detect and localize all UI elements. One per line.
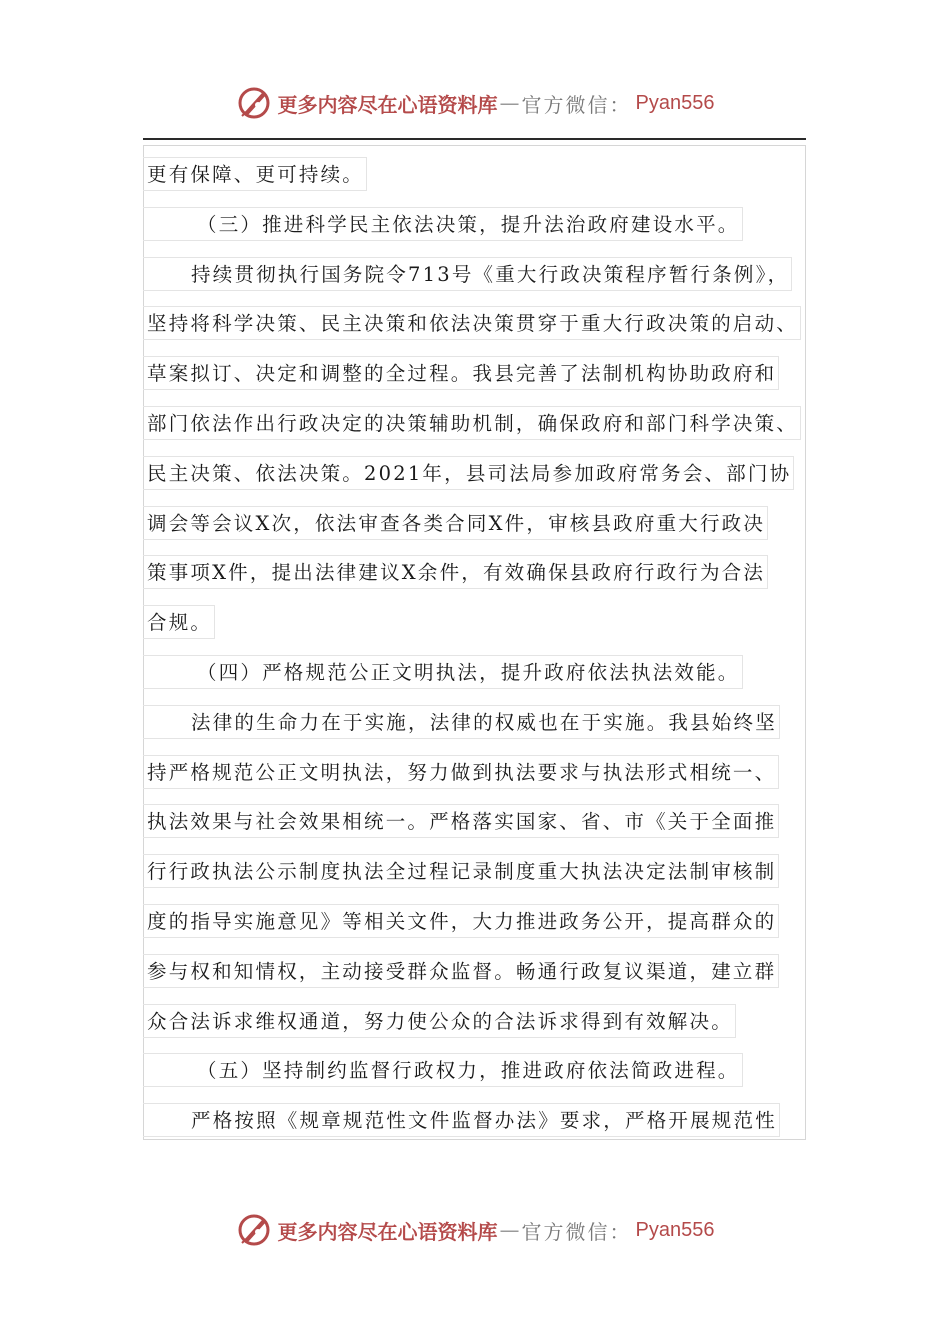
text-line <box>143 698 823 748</box>
heading-text: （四）严格规范公正文明执法，提升政府依法执法效能。 <box>143 655 743 689</box>
text-line <box>143 947 823 997</box>
line-text: 持严格规范公正文明执法，努力做到执法要求与执法形式相统一、 <box>143 755 779 789</box>
line-text: 合规。 <box>143 605 215 639</box>
brand-text: 更多内容尽在心语资料库 <box>277 92 498 117</box>
line-text: 持续贯彻执行国务院令713号《重大行政决策程序暂行条例》， <box>143 257 792 291</box>
text-line <box>143 499 823 549</box>
header-banner <box>0 83 950 123</box>
text-line <box>143 1096 823 1146</box>
line-text: 民主决策、依法决策。2021年，县司法局参加政府常务会、部门协 <box>143 456 794 490</box>
section-heading <box>143 200 823 250</box>
line-text: 执法效果与社会效果相统一。严格落实国家、省、市《关于全面推 <box>143 804 779 838</box>
line-text: 更有保障、更可持续。 <box>143 157 367 191</box>
heading-text: （三）推进科学民主依法决策，提升法治政府建设水平。 <box>143 207 743 241</box>
text-line <box>143 449 823 499</box>
footer-banner <box>0 1210 950 1250</box>
text-line <box>143 299 823 349</box>
banner-dash: — <box>499 1218 520 1242</box>
line-text: 策事项X件，提出法律建议X余件，有效确保县政府行政行为合法 <box>143 555 768 589</box>
header-rule <box>143 138 806 140</box>
section-heading <box>143 648 823 698</box>
line-text: 法律的生命力在于实施，法律的权威也在于实施。我县始终坚 <box>143 705 780 739</box>
line-text: 度的指导实施意见》等相关文件，大力推进政务公开，提高群众的 <box>143 904 779 938</box>
text-line <box>143 748 823 798</box>
heading-text: （五）坚持制约监督行政权力，推进政府依法简政进程。 <box>143 1053 743 1087</box>
line-text: 参与权和知情权，主动接受群众监督。畅通行政复议渠道，建立群 <box>143 954 779 988</box>
line-text: 行行政执法公示制度执法全过程记录制度重大执法决定法制审核制 <box>143 854 779 888</box>
line-text: 众合法诉求维权通道，努力使公众的合法诉求得到有效解决。 <box>143 1004 736 1038</box>
quill-seal-icon <box>236 85 272 121</box>
line-text: 调会等会议X次，依法审查各类合同X件，审核县政府重大行政决 <box>143 506 768 540</box>
wechat-handle: Pyan556 <box>635 91 715 114</box>
brand-text: 更多内容尽在心语资料库 <box>277 1219 498 1244</box>
text-line <box>143 250 823 300</box>
wechat-label: 官方微信： <box>521 1219 632 1244</box>
text-line <box>143 997 823 1047</box>
text-line <box>143 548 823 598</box>
text-line <box>143 150 823 200</box>
text-line <box>143 399 823 449</box>
line-text: 部门依法作出行政决定的决策辅助机制，确保政府和部门科学决策、 <box>143 406 801 440</box>
line-text: 草案拟订、决定和调整的全过程。我县完善了法制机构协助政府和 <box>143 356 779 390</box>
section-heading <box>143 1046 823 1096</box>
line-text: 坚持将科学决策、民主决策和依法决策贯穿于重大行政决策的启动、 <box>143 306 801 340</box>
text-line <box>143 897 823 947</box>
banner-dash: — <box>499 91 520 115</box>
wechat-label: 官方微信： <box>521 92 632 117</box>
line-text: 严格按照《规章规范性文件监督办法》要求，严格开展规范性 <box>143 1103 780 1137</box>
wechat-handle: Pyan556 <box>635 1218 715 1241</box>
text-line <box>143 349 823 399</box>
text-line <box>143 797 823 847</box>
text-line <box>143 598 823 648</box>
document-body <box>143 150 823 1146</box>
quill-seal-icon <box>236 1212 272 1248</box>
text-line <box>143 847 823 897</box>
